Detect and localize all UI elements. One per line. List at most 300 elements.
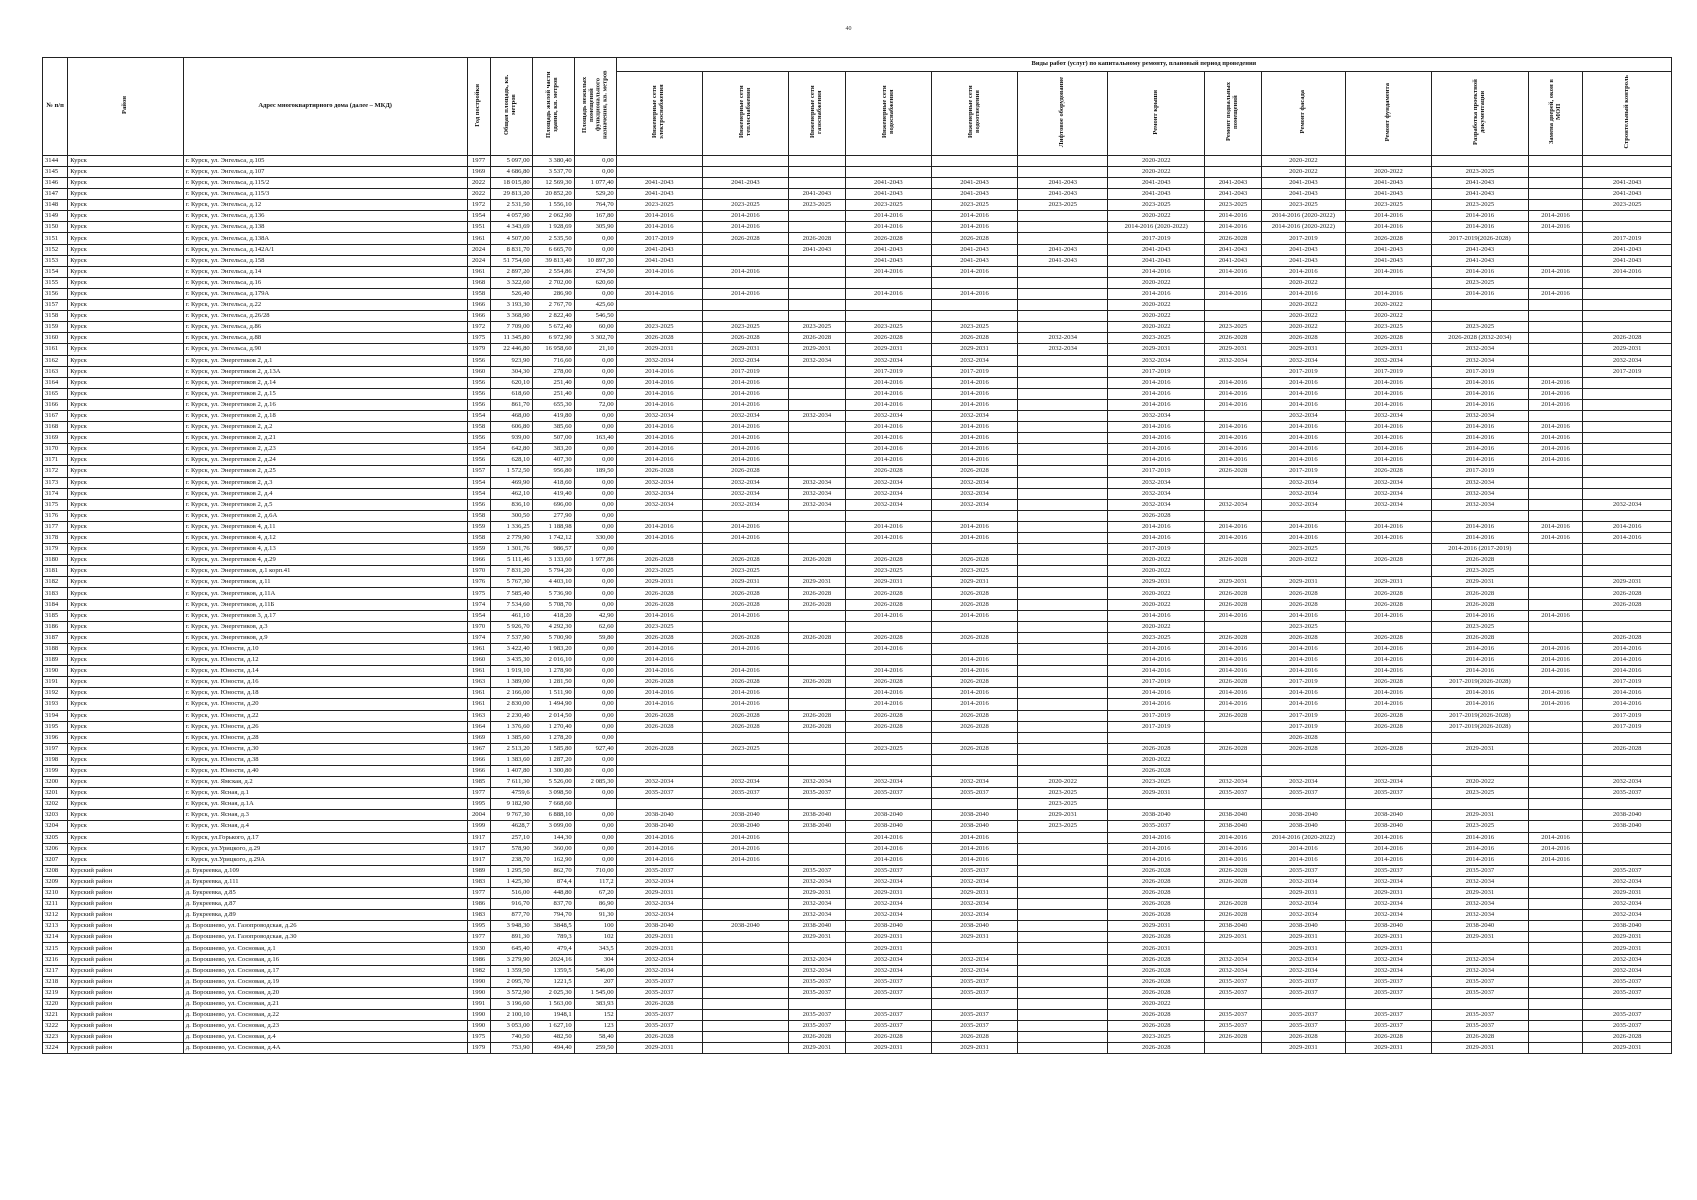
cell-work-9: 2014-2016 — [1345, 688, 1431, 699]
cell-work-4: 2029-2031 — [931, 932, 1017, 943]
cell-work-10: 2035-2037 — [1432, 987, 1529, 998]
cell-work-12: 2029-2031 — [1583, 1043, 1672, 1054]
cell-work-12: 2041-2043 — [1583, 255, 1672, 266]
cell-work-5 — [1018, 499, 1108, 510]
cell-work-4: 2014-2016 — [931, 388, 1017, 399]
cell-no: 3224 — [43, 1043, 68, 1054]
cell-total-area: 2 830,00 — [490, 699, 532, 710]
cell-nonliving-area: 58,40 — [574, 1032, 616, 1043]
cell-work-7: 2014-2016 — [1205, 655, 1262, 666]
cell-total-area: 5 767,30 — [490, 577, 532, 588]
cell-work-8: 2032-2034 — [1261, 499, 1345, 510]
cell-total-area: 4 686,80 — [490, 166, 532, 177]
cell-work-5: 2023-2025 — [1018, 799, 1108, 810]
cell-year: 1972 — [467, 200, 490, 211]
cell-work-3: 2032-2034 — [845, 488, 931, 499]
cell-work-1 — [702, 277, 788, 288]
cell-work-0: 2038-2040 — [616, 821, 702, 832]
table-row — [43, 233, 1672, 244]
cell-work-7: 2038-2040 — [1205, 821, 1262, 832]
cell-work-12: 2017-2019 — [1583, 366, 1672, 377]
cell-work-10: 2014-2016 — [1432, 288, 1529, 299]
cell-work-3: 2014-2016 — [845, 533, 931, 544]
cell-work-2: 2032-2034 — [789, 499, 846, 510]
cell-nonliving-area: 10 897,30 — [574, 255, 616, 266]
cell-work-12 — [1583, 300, 1672, 311]
cell-total-area: 2 897,20 — [490, 266, 532, 277]
cell-total-area: 5 926,70 — [490, 621, 532, 632]
cell-work-10 — [1432, 732, 1529, 743]
cell-work-1 — [702, 621, 788, 632]
cell-year: 1966 — [467, 311, 490, 322]
cell-work-10: 2014-2016 — [1432, 854, 1529, 865]
cell-address: г. Курск, ул. Юности, д.20 — [183, 699, 467, 710]
table-row — [43, 710, 1672, 721]
cell-year: 1975 — [467, 1032, 490, 1043]
cell-work-11: 2014-2016 — [1528, 666, 1583, 677]
cell-work-11 — [1528, 233, 1583, 244]
table-row — [43, 399, 1672, 410]
cell-work-7: 2032-2034 — [1205, 954, 1262, 965]
cell-work-11: 2014-2016 — [1528, 521, 1583, 532]
cell-no: 3203 — [43, 810, 68, 821]
cell-work-2 — [789, 510, 846, 521]
cell-work-10: 2032-2034 — [1432, 954, 1529, 965]
cell-work-10 — [1432, 943, 1529, 954]
cell-district: Курск — [68, 311, 184, 322]
cell-work-12: 2026-2028 — [1583, 632, 1672, 643]
cell-work-3: 2041-2043 — [845, 255, 931, 266]
cell-work-8: 2032-2034 — [1261, 954, 1345, 965]
cell-work-6: 2014-2016 — [1108, 444, 1205, 455]
cell-year: 1959 — [467, 544, 490, 555]
cell-work-4: 2032-2034 — [931, 876, 1017, 887]
cell-total-area: 891,30 — [490, 932, 532, 943]
cell-district: Курский район — [68, 888, 184, 899]
cell-work-9: 2014-2016 — [1345, 699, 1431, 710]
table-row — [43, 455, 1672, 466]
cell-work-2 — [789, 521, 846, 532]
cell-work-7: 2026-2028 — [1205, 599, 1262, 610]
cell-work-6: 2014-2016 — [1108, 455, 1205, 466]
cell-work-0: 2041-2043 — [616, 189, 702, 200]
cell-work-1: 2014-2016 — [702, 610, 788, 621]
cell-work-9: 2023-2025 — [1345, 200, 1431, 211]
cell-work-7: 2026-2028 — [1205, 466, 1262, 477]
cell-year: 1968 — [467, 277, 490, 288]
cell-work-5 — [1018, 455, 1108, 466]
cell-address: д. Ворошнево, ул. Сосновая, д.1 — [183, 943, 467, 954]
header-work-11: Замена дверей, окон в МОП — [1528, 72, 1583, 156]
cell-work-3 — [845, 277, 931, 288]
cell-work-5 — [1018, 932, 1108, 943]
cell-work-12: 2038-2040 — [1583, 810, 1672, 821]
cell-address: г. Курск, ул. Энгельса, д.107 — [183, 166, 467, 177]
cell-work-2: 2032-2034 — [789, 954, 846, 965]
cell-work-4: 2029-2031 — [931, 1043, 1017, 1054]
cell-year: 1967 — [467, 743, 490, 754]
cell-work-3 — [845, 621, 931, 632]
cell-living-area: 1359,5 — [532, 965, 574, 976]
cell-work-9 — [1345, 765, 1431, 776]
cell-no: 3171 — [43, 455, 68, 466]
cell-work-2: 2032-2034 — [789, 477, 846, 488]
table-row — [43, 765, 1672, 776]
cell-year: 1951 — [467, 222, 490, 233]
cell-address: д. Ворошнево, ул. Сосновая, д.23 — [183, 1021, 467, 1032]
cell-work-8: 2014-2016 — [1261, 388, 1345, 399]
cell-work-12 — [1583, 754, 1672, 765]
cell-nonliving-area: 0,00 — [574, 854, 616, 865]
cell-work-3: 2026-2028 — [845, 333, 931, 344]
cell-work-3: 2014-2016 — [845, 688, 931, 699]
cell-work-3: 2032-2034 — [845, 954, 931, 965]
cell-work-7: 2014-2016 — [1205, 444, 1262, 455]
cell-total-area: 1 336,25 — [490, 521, 532, 532]
cell-total-area: 877,70 — [490, 910, 532, 921]
cell-nonliving-area: 0,00 — [574, 566, 616, 577]
cell-work-12: 2029-2031 — [1583, 932, 1672, 943]
cell-work-2 — [789, 311, 846, 322]
cell-total-area: 7 537,90 — [490, 632, 532, 643]
cell-work-6: 2026-2028 — [1108, 932, 1205, 943]
cell-work-8: 2017-2019 — [1261, 233, 1345, 244]
cell-work-7: 2041-2043 — [1205, 178, 1262, 189]
cell-work-7: 2014-2016 — [1205, 211, 1262, 222]
cell-work-0 — [616, 166, 702, 177]
cell-work-11 — [1528, 732, 1583, 743]
cell-work-5: 2023-2025 — [1018, 200, 1108, 211]
cell-work-3 — [845, 998, 931, 1009]
cell-work-1: 2032-2034 — [702, 488, 788, 499]
cell-work-1: 2014-2016 — [702, 388, 788, 399]
cell-work-11: 2014-2016 — [1528, 377, 1583, 388]
cell-work-6: 2017-2019 — [1108, 721, 1205, 732]
cell-work-0: 2023-2025 — [616, 322, 702, 333]
cell-living-area: 286,90 — [532, 288, 574, 299]
cell-total-area: 3 572,90 — [490, 987, 532, 998]
cell-work-6: 2029-2031 — [1108, 921, 1205, 932]
cell-nonliving-area: 259,50 — [574, 1043, 616, 1054]
cell-district: Курск — [68, 832, 184, 843]
cell-work-11 — [1528, 588, 1583, 599]
table-row — [43, 666, 1672, 677]
cell-work-9: 2014-2016 — [1345, 377, 1431, 388]
table-row — [43, 876, 1672, 887]
cell-work-5 — [1018, 876, 1108, 887]
cell-work-8: 2032-2034 — [1261, 910, 1345, 921]
cell-work-8: 2026-2028 — [1261, 632, 1345, 643]
cell-address: г. Курск, ул. Энергетиков 2, д.14 — [183, 377, 467, 388]
cell-work-8: 2041-2043 — [1261, 178, 1345, 189]
cell-year: 1990 — [467, 1021, 490, 1032]
cell-work-5 — [1018, 965, 1108, 976]
cell-district: Курск — [68, 621, 184, 632]
cell-work-3: 2014-2016 — [845, 388, 931, 399]
header-work-12: Строительный контроль — [1583, 72, 1672, 156]
cell-nonliving-area: 67,20 — [574, 888, 616, 899]
cell-no: 3177 — [43, 521, 68, 532]
cell-nonliving-area: 0,00 — [574, 477, 616, 488]
cell-work-0: 2035-2037 — [616, 987, 702, 998]
cell-work-9 — [1345, 155, 1431, 166]
cell-district: Курск — [68, 178, 184, 189]
cell-nonliving-area: 0,00 — [574, 544, 616, 555]
cell-work-5 — [1018, 588, 1108, 599]
cell-nonliving-area: 0,00 — [574, 444, 616, 455]
table-row — [43, 488, 1672, 499]
cell-work-6: 2026-2031 — [1108, 943, 1205, 954]
cell-work-7: 2014-2016 — [1205, 266, 1262, 277]
cell-work-12 — [1583, 155, 1672, 166]
cell-work-11: 2014-2016 — [1528, 688, 1583, 699]
cell-work-8: 2014-2016 — [1261, 533, 1345, 544]
cell-living-area: 862,70 — [532, 865, 574, 876]
cell-work-2: 2026-2028 — [789, 710, 846, 721]
cell-work-9: 2032-2034 — [1345, 477, 1431, 488]
table-row — [43, 288, 1672, 299]
cell-work-8: 2014-2016 — [1261, 288, 1345, 299]
cell-no: 3220 — [43, 998, 68, 1009]
cell-address: г. Курск, ул. Юности, д.14 — [183, 666, 467, 677]
cell-work-7: 2023-2025 — [1205, 322, 1262, 333]
cell-district: Курский район — [68, 932, 184, 943]
cell-work-4: 2035-2037 — [931, 788, 1017, 799]
table-row — [43, 422, 1672, 433]
table-row — [43, 777, 1672, 788]
cell-year: 1986 — [467, 954, 490, 965]
cell-work-3: 2014-2016 — [845, 643, 931, 654]
cell-address: г. Курск, ул. Ясная, д.1 — [183, 788, 467, 799]
cell-total-area: 7 831,20 — [490, 566, 532, 577]
cell-work-4: 2014-2016 — [931, 222, 1017, 233]
cell-work-2: 2041-2043 — [789, 244, 846, 255]
cell-total-area: 526,40 — [490, 288, 532, 299]
cell-work-4: 2038-2040 — [931, 821, 1017, 832]
cell-district: Курский район — [68, 921, 184, 932]
cell-work-4 — [931, 277, 1017, 288]
cell-work-8: 2029-2031 — [1261, 577, 1345, 588]
cell-no: 3151 — [43, 233, 68, 244]
cell-total-area: 578,90 — [490, 843, 532, 854]
table-row — [43, 732, 1672, 743]
cell-work-10 — [1432, 510, 1529, 521]
cell-total-area: 257,10 — [490, 832, 532, 843]
cell-work-2 — [789, 422, 846, 433]
cell-living-area: 3 380,40 — [532, 155, 574, 166]
cell-work-11 — [1528, 865, 1583, 876]
cell-total-area: 3 193,30 — [490, 300, 532, 311]
cell-total-area: 1 385,60 — [490, 732, 532, 743]
cell-work-4: 2014-2016 — [931, 610, 1017, 621]
cell-no: 3221 — [43, 1010, 68, 1021]
cell-address: г. Курск, ул. Энгельса, д.22 — [183, 300, 467, 311]
header-work-8: Ремонт фасада — [1261, 72, 1345, 156]
table-row — [43, 688, 1672, 699]
header-row-top — [43, 58, 1672, 72]
cell-work-9: 2026-2028 — [1345, 632, 1431, 643]
cell-work-9 — [1345, 732, 1431, 743]
cell-no: 3158 — [43, 311, 68, 322]
cell-work-7: 2026-2028 — [1205, 632, 1262, 643]
cell-work-9: 2020-2022 — [1345, 166, 1431, 177]
cell-living-area: 2 016,10 — [532, 655, 574, 666]
cell-district: Курск — [68, 544, 184, 555]
cell-work-2: 2032-2034 — [789, 899, 846, 910]
cell-work-10 — [1432, 155, 1529, 166]
cell-work-3: 2029-2031 — [845, 1043, 931, 1054]
cell-no: 3211 — [43, 899, 68, 910]
cell-no: 3159 — [43, 322, 68, 333]
cell-work-10: 2029-2031 — [1432, 810, 1529, 821]
cell-no: 3204 — [43, 821, 68, 832]
table-row — [43, 910, 1672, 921]
cell-work-5 — [1018, 721, 1108, 732]
cell-work-11 — [1528, 721, 1583, 732]
cell-year: 1966 — [467, 555, 490, 566]
cell-work-9: 2041-2043 — [1345, 178, 1431, 189]
cell-work-2 — [789, 377, 846, 388]
cell-living-area: 1 563,00 — [532, 998, 574, 1009]
cell-work-11 — [1528, 344, 1583, 355]
cell-year: 1958 — [467, 533, 490, 544]
cell-work-12 — [1583, 377, 1672, 388]
cell-total-area: 2 779,90 — [490, 533, 532, 544]
cell-work-1: 2014-2016 — [702, 433, 788, 444]
cell-work-1 — [702, 166, 788, 177]
cell-nonliving-area: 383,93 — [574, 998, 616, 1009]
cell-living-area: 716,60 — [532, 355, 574, 366]
cell-work-12 — [1583, 388, 1672, 399]
cell-work-7 — [1205, 366, 1262, 377]
cell-nonliving-area: 86,90 — [574, 899, 616, 910]
cell-living-area: 2 014,50 — [532, 710, 574, 721]
cell-living-area: 1 494,90 — [532, 699, 574, 710]
cell-nonliving-area: 0,00 — [574, 499, 616, 510]
cell-no: 3188 — [43, 643, 68, 654]
cell-work-8: 2017-2019 — [1261, 710, 1345, 721]
cell-address: г. Курск, ул. Энергетиков 2, д.2 — [183, 422, 467, 433]
table-row — [43, 588, 1672, 599]
cell-work-9 — [1345, 510, 1431, 521]
cell-work-2 — [789, 832, 846, 843]
cell-work-0: 2035-2037 — [616, 865, 702, 876]
cell-work-3: 2035-2037 — [845, 1021, 931, 1032]
cell-work-11 — [1528, 599, 1583, 610]
cell-work-1 — [702, 954, 788, 965]
cell-work-3: 2026-2028 — [845, 555, 931, 566]
cell-work-9: 2014-2016 — [1345, 533, 1431, 544]
cell-total-area: 3 422,40 — [490, 643, 532, 654]
cell-nonliving-area: 0,00 — [574, 732, 616, 743]
cell-work-9: 2026-2028 — [1345, 466, 1431, 477]
cell-work-9: 2032-2034 — [1345, 355, 1431, 366]
cell-work-2: 2032-2034 — [789, 965, 846, 976]
cell-work-9: 2029-2031 — [1345, 943, 1431, 954]
cell-work-2: 2029-2031 — [789, 1043, 846, 1054]
cell-work-12 — [1583, 765, 1672, 776]
cell-work-7: 2023-2025 — [1205, 200, 1262, 211]
cell-work-5: 2041-2043 — [1018, 244, 1108, 255]
cell-work-3 — [845, 166, 931, 177]
cell-work-0: 2014-2016 — [616, 222, 702, 233]
cell-work-10: 2032-2034 — [1432, 910, 1529, 921]
cell-work-7: 2014-2016 — [1205, 699, 1262, 710]
cell-work-10: 2032-2034 — [1432, 499, 1529, 510]
cell-living-area: 277,90 — [532, 510, 574, 521]
cell-no: 3154 — [43, 266, 68, 277]
cell-work-0: 2032-2034 — [616, 899, 702, 910]
cell-total-area: 4759,6 — [490, 788, 532, 799]
cell-living-area: 1 287,20 — [532, 754, 574, 765]
cell-work-5: 2023-2025 — [1018, 821, 1108, 832]
cell-year: 2022 — [467, 189, 490, 200]
cell-address: г. Курск, ул. Энгельса, д.115/3 — [183, 189, 467, 200]
cell-work-11: 2014-2016 — [1528, 655, 1583, 666]
cell-living-area: 794,70 — [532, 910, 574, 921]
cell-work-0 — [616, 799, 702, 810]
cell-work-3: 2014-2016 — [845, 854, 931, 865]
cell-work-5 — [1018, 477, 1108, 488]
cell-work-1 — [702, 943, 788, 954]
cell-work-1 — [702, 300, 788, 311]
cell-year: 1961 — [467, 266, 490, 277]
header-district: Район — [68, 58, 184, 156]
cell-work-8: 2035-2037 — [1261, 987, 1345, 998]
cell-address: г. Курск, ул. Энергетиков, д.11А — [183, 588, 467, 599]
cell-work-0: 2029-2031 — [616, 1043, 702, 1054]
cell-no: 3194 — [43, 710, 68, 721]
cell-work-1 — [702, 799, 788, 810]
cell-work-0: 2032-2034 — [616, 410, 702, 421]
cell-work-3: 2038-2040 — [845, 921, 931, 932]
cell-work-6 — [1108, 732, 1205, 743]
table-row — [43, 721, 1672, 732]
cell-living-area: 448,80 — [532, 888, 574, 899]
cell-work-1 — [702, 965, 788, 976]
cell-living-area: 5 700,90 — [532, 632, 574, 643]
header-work-9: Ремонт фундамента — [1345, 72, 1431, 156]
cell-district: Курск — [68, 721, 184, 732]
cell-work-6: 2020-2022 — [1108, 166, 1205, 177]
cell-work-8 — [1261, 754, 1345, 765]
cell-total-area: 11 345,80 — [490, 333, 532, 344]
cell-work-2: 2026-2028 — [789, 721, 846, 732]
cell-work-12 — [1583, 799, 1672, 810]
cell-work-9 — [1345, 566, 1431, 577]
cell-living-area: 162,90 — [532, 854, 574, 865]
cell-work-2: 2035-2037 — [789, 865, 846, 876]
cell-work-8: 2038-2040 — [1261, 921, 1345, 932]
cell-work-7 — [1205, 732, 1262, 743]
cell-work-6: 2014-2016 — [1108, 388, 1205, 399]
cell-work-4: 2014-2016 — [931, 455, 1017, 466]
cell-year: 1979 — [467, 1043, 490, 1054]
cell-work-6: 2026-2028 — [1108, 965, 1205, 976]
cell-work-9: 2014-2016 — [1345, 666, 1431, 677]
cell-work-7: 2032-2034 — [1205, 499, 1262, 510]
cell-total-area: 1 407,80 — [490, 765, 532, 776]
cell-work-12 — [1583, 288, 1672, 299]
cell-total-area: 8 831,70 — [490, 244, 532, 255]
cell-no: 3184 — [43, 599, 68, 610]
cell-work-9: 2032-2034 — [1345, 777, 1431, 788]
cell-work-4: 2032-2034 — [931, 965, 1017, 976]
table-row — [43, 821, 1672, 832]
cell-work-4: 2035-2037 — [931, 987, 1017, 998]
cell-work-8: 2014-2016 — [1261, 455, 1345, 466]
cell-no: 3222 — [43, 1021, 68, 1032]
